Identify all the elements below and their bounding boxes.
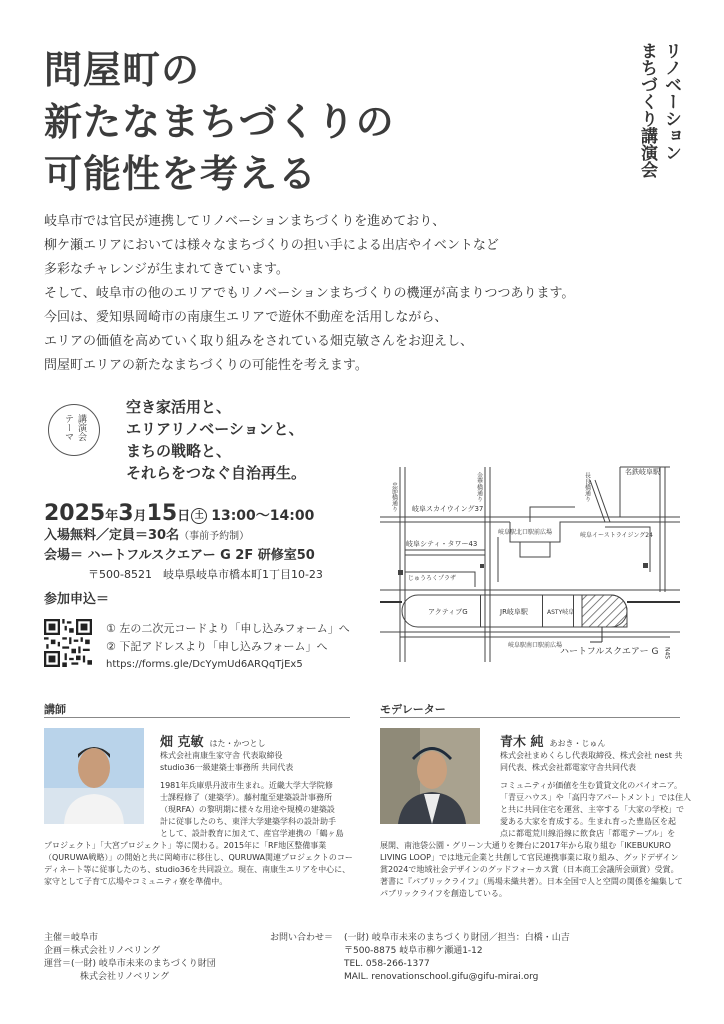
intro-paragraph	[44, 210, 684, 378]
footer-operate: 運営＝(一財) 岐阜市未来のまちづくり財団	[44, 959, 216, 969]
contact-address: 〒500-8875 岐阜市柳ケ瀬通1-12	[344, 946, 483, 956]
access-map	[380, 462, 680, 682]
lecturer-name-text: 畑 克敏	[160, 735, 204, 750]
lecturer-section-label: 講師	[44, 703, 66, 716]
bio-line: LIVING LOOP」では地元企業と共創して官民連携事業に取り組み、グッドデザイン	[380, 853, 679, 862]
moderator-name	[500, 731, 606, 750]
title-line1: 問屋町の	[44, 48, 201, 92]
contact-tel: TEL. 058-266-1377	[344, 959, 430, 969]
fee-note: （事前予約制）	[179, 531, 250, 542]
footer-plan: 企画＝株式会社リノベリング	[44, 946, 161, 956]
moderator-kana: あおき・じゅん	[549, 739, 606, 748]
footer-host: 主催＝岐阜市	[44, 933, 99, 943]
moderator-role: 同代表、株式会社都電家守舎共同代表	[500, 763, 636, 772]
theme-badge	[48, 404, 100, 456]
footer-contact	[344, 932, 570, 984]
date-time: 13:00〜14:00	[211, 508, 315, 524]
map-label-sky: 岐阜スカイウイング37	[412, 505, 484, 513]
date-weekday: 土	[191, 508, 207, 524]
lecturer-roles	[160, 750, 293, 774]
map-label-city-tower: 岐阜シティ・タワー43	[406, 540, 478, 548]
map-label-jr-gifu: JR岐阜駅	[500, 608, 528, 616]
footer-contact-label: お問い合わせ＝	[270, 933, 334, 943]
page-title	[44, 44, 395, 200]
bio-line: 士課程修了（建築学）。藤村龍至建築設計事務所	[160, 793, 332, 802]
bio-line: 「青豆ハウス」や「高円寺アパートメント」では住人	[500, 793, 692, 802]
footer-organizers	[44, 932, 216, 984]
vertical-title-line2: まちづくり講演会	[637, 42, 657, 178]
bio-line: として、設計教育に加えて、産官学連携の「鶴ヶ島	[160, 829, 344, 838]
intro-line: 柳ケ瀬エリアにおいては様々なまちづくりの担い手による出店やイベントなど	[44, 238, 499, 253]
bio-line: と共に共同住宅を運営、主宰する「大家の学校」で	[500, 805, 684, 814]
moderator-section-label: モデレーター	[380, 703, 446, 716]
event-info	[44, 526, 323, 584]
moderator-role: 株式会社まめくらし代表取締役、株式会社 nest 共	[500, 751, 683, 760]
bio-line: コミュニティが価値を生む賃貸文化のパイオニア。	[500, 781, 682, 790]
bio-line: 点に都電荒川線沿線に飲食店「都電テーブル」を	[500, 829, 676, 838]
lecturer-kana: はた・かつとし	[209, 739, 266, 748]
date-day: 15	[146, 501, 178, 526]
bio-line: 1981年兵庫県丹波市生まれ。近畿大学大学院修	[160, 781, 333, 790]
bio-line: 賞2024で地域社会デザインのグッドフォーカス賞（日本商工会議所会頭賞）受賞。	[380, 865, 679, 874]
apply-url[interactable]: https://forms.gle/DcYymUd6ARQqTjEx5	[106, 659, 303, 670]
moderator-roles	[500, 750, 682, 774]
map-label-active-g: アクティブG	[428, 608, 468, 616]
map-label-meitetsu: 名鉄岐阜駅	[625, 468, 660, 476]
date-month: 3	[118, 501, 134, 526]
map-label-heartful: ハートフルスクエアー G	[560, 647, 659, 657]
apply-step-1: ① 左の二次元コードより「申し込みフォーム」へ	[106, 622, 350, 635]
map-label-south-plaza: 岐阜駅南口駅前広場	[508, 642, 563, 649]
map-label-east-rising: 岐阜イーストライジング24	[580, 532, 653, 539]
lecturer-role: studio36一級建築士事務所 共同代表	[160, 763, 294, 772]
bio-line: 展開、南池袋公園・グリーン大通りを舞台に2017年から取り組む「IKEBUKURO	[380, 841, 671, 850]
apply-steps	[106, 620, 350, 674]
intro-line: エリアの価値を高めていく取り組みをされている畑克敏さんをお迎えし、	[44, 334, 474, 349]
lecturer-name	[160, 731, 266, 750]
date-year: 2025	[44, 501, 106, 526]
intro-line: 多彩なチャレンジが生まれてきています。	[44, 262, 289, 277]
theme-line: まちの戦略と、	[126, 442, 232, 460]
intro-line: 問屋町エリアの新たなまちづくりの可能性を考えます。	[44, 358, 368, 373]
theme-text	[126, 396, 306, 484]
qr-code[interactable]	[44, 619, 92, 667]
moderator-bio	[500, 780, 691, 840]
map-label-kinka: 金華橋通り	[475, 472, 483, 502]
intro-line: そして、岐阜市の他のエリアでもリノベーションまちづくりの機運が高まりつつあります。	[44, 286, 575, 301]
bio-line: パブリックライフを創造している。	[380, 889, 507, 898]
title-line2: 新たなまちづくりの	[44, 100, 395, 144]
theme-line: エリアリノベーションと、	[126, 420, 304, 438]
date-day-unit: 日	[177, 509, 191, 524]
moderator-name-text: 青木 純	[500, 735, 544, 750]
bio-line: ディネート等に従事したのち、studio36を共同設立。現在、南康生エリアを中心に、	[44, 865, 351, 874]
bio-line: （現RFA）の黎明期に様々な用途や規模の建築設	[160, 805, 335, 814]
title-line3: 可能性を考える	[44, 152, 318, 196]
theme-badge-col1: 講演会	[76, 414, 86, 441]
lecturer-divider	[44, 717, 350, 718]
bio-line: 著書に『パブリックライフ』（馬場未織共著）。日本全国で人と空間の関係を編集して	[380, 877, 683, 886]
bio-line: プロジェクト」「大宮プロジェクト」等に関わる。2015年に「RF地区整備事業	[44, 841, 327, 850]
map-label-chuo: 忠節橋通り	[390, 482, 398, 512]
intro-line: 今回は、愛知県岡崎市の南康生エリアで遊休不動産を活用しながら、	[44, 310, 448, 325]
footer-operate2: 株式会社リノベリング	[80, 972, 170, 982]
map-label-juroku: じゅうろくプラザ	[408, 575, 457, 582]
event-date	[44, 501, 314, 526]
date-year-unit: 年	[105, 509, 119, 524]
theme-badge-col2: テーマ	[63, 414, 73, 441]
bio-line: 愛ある大家を育成する。生まれ育った豊島区を起	[500, 817, 676, 826]
lecturer-bio	[160, 780, 344, 840]
apply-step-2: ② 下記アドレスより「申し込みフォーム」へ	[106, 640, 328, 653]
map-label-north-plaza: 岐阜駅北口駅前広場	[498, 529, 553, 536]
bio-line: 家守として子育て広場やコミュニティ寮を準備中。	[44, 877, 228, 886]
map-label-route: N4S	[663, 647, 671, 660]
map-label-nagara: 長良橋通り	[583, 472, 591, 502]
lecturer-bio-cont	[44, 840, 353, 888]
lecturer-photo	[44, 728, 144, 824]
vertical-title-line1: リノベーション	[661, 42, 681, 161]
venue-address: 〒500-8521 岐阜県岐阜市橋本町1丁目10-23	[88, 568, 323, 581]
contact-org: (一財) 岐阜市未来のまちづくり財団／担当：白橋・山吉	[344, 933, 570, 943]
date-month-unit: 月	[133, 509, 147, 524]
bio-line: 計に従事したのち、東洋大学建築学科の設計助手	[160, 817, 336, 826]
moderator-bio-cont	[380, 840, 683, 900]
map-label-asty: ASTY岐阜	[547, 609, 575, 616]
intro-line: 岐阜市では官民が連携してリノベーションまちづくりを進めており、	[44, 214, 446, 229]
venue-text: 会場＝ ハートフルスクエアー G 2F 研修室50	[44, 548, 315, 563]
fee-text: 入場無料／定員＝30名	[44, 528, 180, 543]
moderator-divider	[380, 717, 680, 718]
lecturer-role: 株式会社南康生家守舎 代表取締役	[160, 751, 283, 760]
theme-line: それらをつなぐ自治再生。	[126, 464, 307, 482]
apply-title: 参加申込＝	[44, 592, 110, 607]
contact-mail[interactable]: MAIL. renovationschool.gifu@gifu-mirai.org	[344, 972, 539, 982]
bio-line: （QURUWA戦略）」の開始と共に岡崎市に移住し、QURUWA関連プロジェクトのコー	[44, 853, 353, 862]
moderator-photo	[380, 728, 480, 824]
theme-line: 空き家活用と、	[126, 398, 232, 416]
